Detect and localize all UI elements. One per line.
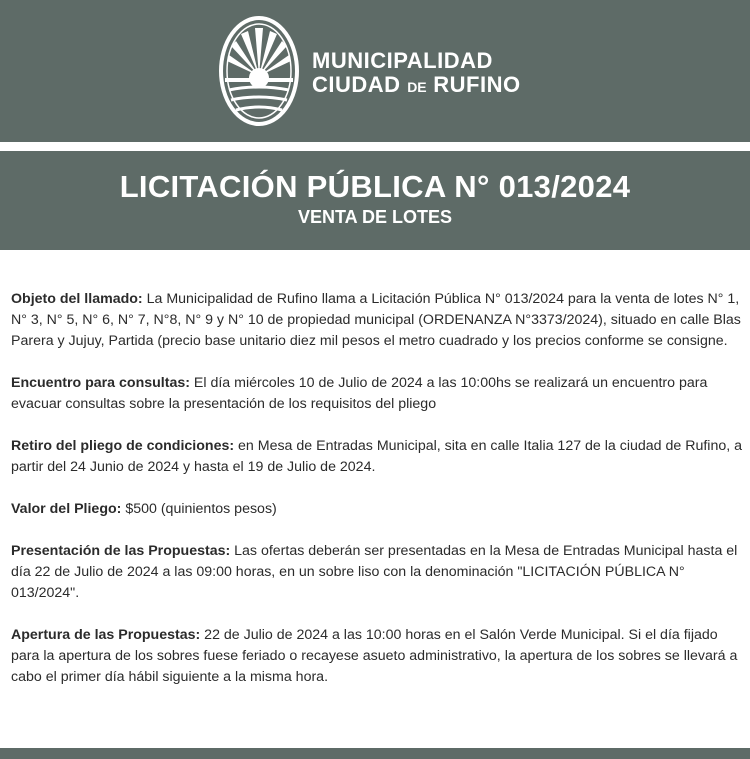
brand-line-municipalidad: MUNICIPALIDAD — [312, 48, 493, 73]
section-label: Valor del Pliego: — [11, 501, 122, 517]
brand-word-ciudad: CIUDAD — [312, 72, 401, 97]
section-text: en Mesa de Entradas Municipal, sita en calle Italia 127 de la ciudad de Rufino, a partir del 24 Junio de 2024 y hasta el 19 de Julio de 2024. — [11, 438, 743, 475]
section-encuentro — [11, 373, 743, 415]
page-subtitle: VENTA DE LOTES — [297, 207, 452, 227]
page-title: LICITACIÓN PÚBLICA N° 013/2024 — [119, 169, 631, 204]
section-label: Presentación de las Propuestas: — [11, 543, 231, 559]
notice-body — [11, 289, 743, 709]
section-text: La Municipalidad de Rufino llama a Licitación Pública N° 013/2024 para la venta de lotes N° 1, N° 3, N° 5, N° 6, N° 7, N°8, N° 9 y N° 10 de propiedad municipal (ORDENANZA N°3373/2024), situado en calle Blas Parera y Jujuy, Partida (precio base unitario diez mil pesos el metro cuadrado y los precios conforme se consigne. — [11, 291, 741, 349]
footer-bar — [0, 748, 750, 759]
section-presentacion — [11, 541, 743, 604]
header-banner — [0, 0, 750, 142]
section-objeto — [11, 289, 743, 352]
section-apertura — [11, 625, 743, 688]
section-label: Encuentro para consultas: — [11, 375, 190, 391]
brand-name — [312, 50, 521, 96]
title-band — [0, 151, 750, 250]
brand-word-de: DE — [407, 79, 427, 95]
municipal-seal-icon — [217, 14, 301, 128]
section-valor — [11, 499, 743, 520]
section-text: Las ofertas deberán ser presentadas en la Mesa de Entradas Municipal hasta el día 22 de Julio de 2024 a las 09:00 horas, en un sobre liso con la denominación "LICITACIÓN PÚBLICA N° 013/2024". — [11, 543, 738, 601]
section-label: Apertura de las Propuestas: — [11, 627, 201, 643]
section-label: Objeto del llamado: — [11, 291, 143, 307]
brand-word-rufino: RUFINO — [433, 72, 521, 97]
section-retiro — [11, 436, 743, 478]
section-text: $500 (quinientos pesos) — [121, 501, 277, 517]
section-text: 22 de Julio de 2024 a las 10:00 horas en el Salón Verde Municipal. Si el día fijado para la apertura de los sobres fuese feriado o recayese asueto administrativo, la apertura de los sobres se llevará a cabo el primer día hábil siguiente a la misma hora. — [11, 627, 738, 685]
brand-line-ciudad-de-rufino — [312, 74, 521, 96]
section-text: El día miércoles 10 de Julio de 2024 a las 10:00hs se realizará un encuentro para evacuar consultas sobre la presentación de los requisitos del pliego — [11, 375, 708, 412]
section-label: Retiro del pliego de condiciones: — [11, 438, 235, 454]
